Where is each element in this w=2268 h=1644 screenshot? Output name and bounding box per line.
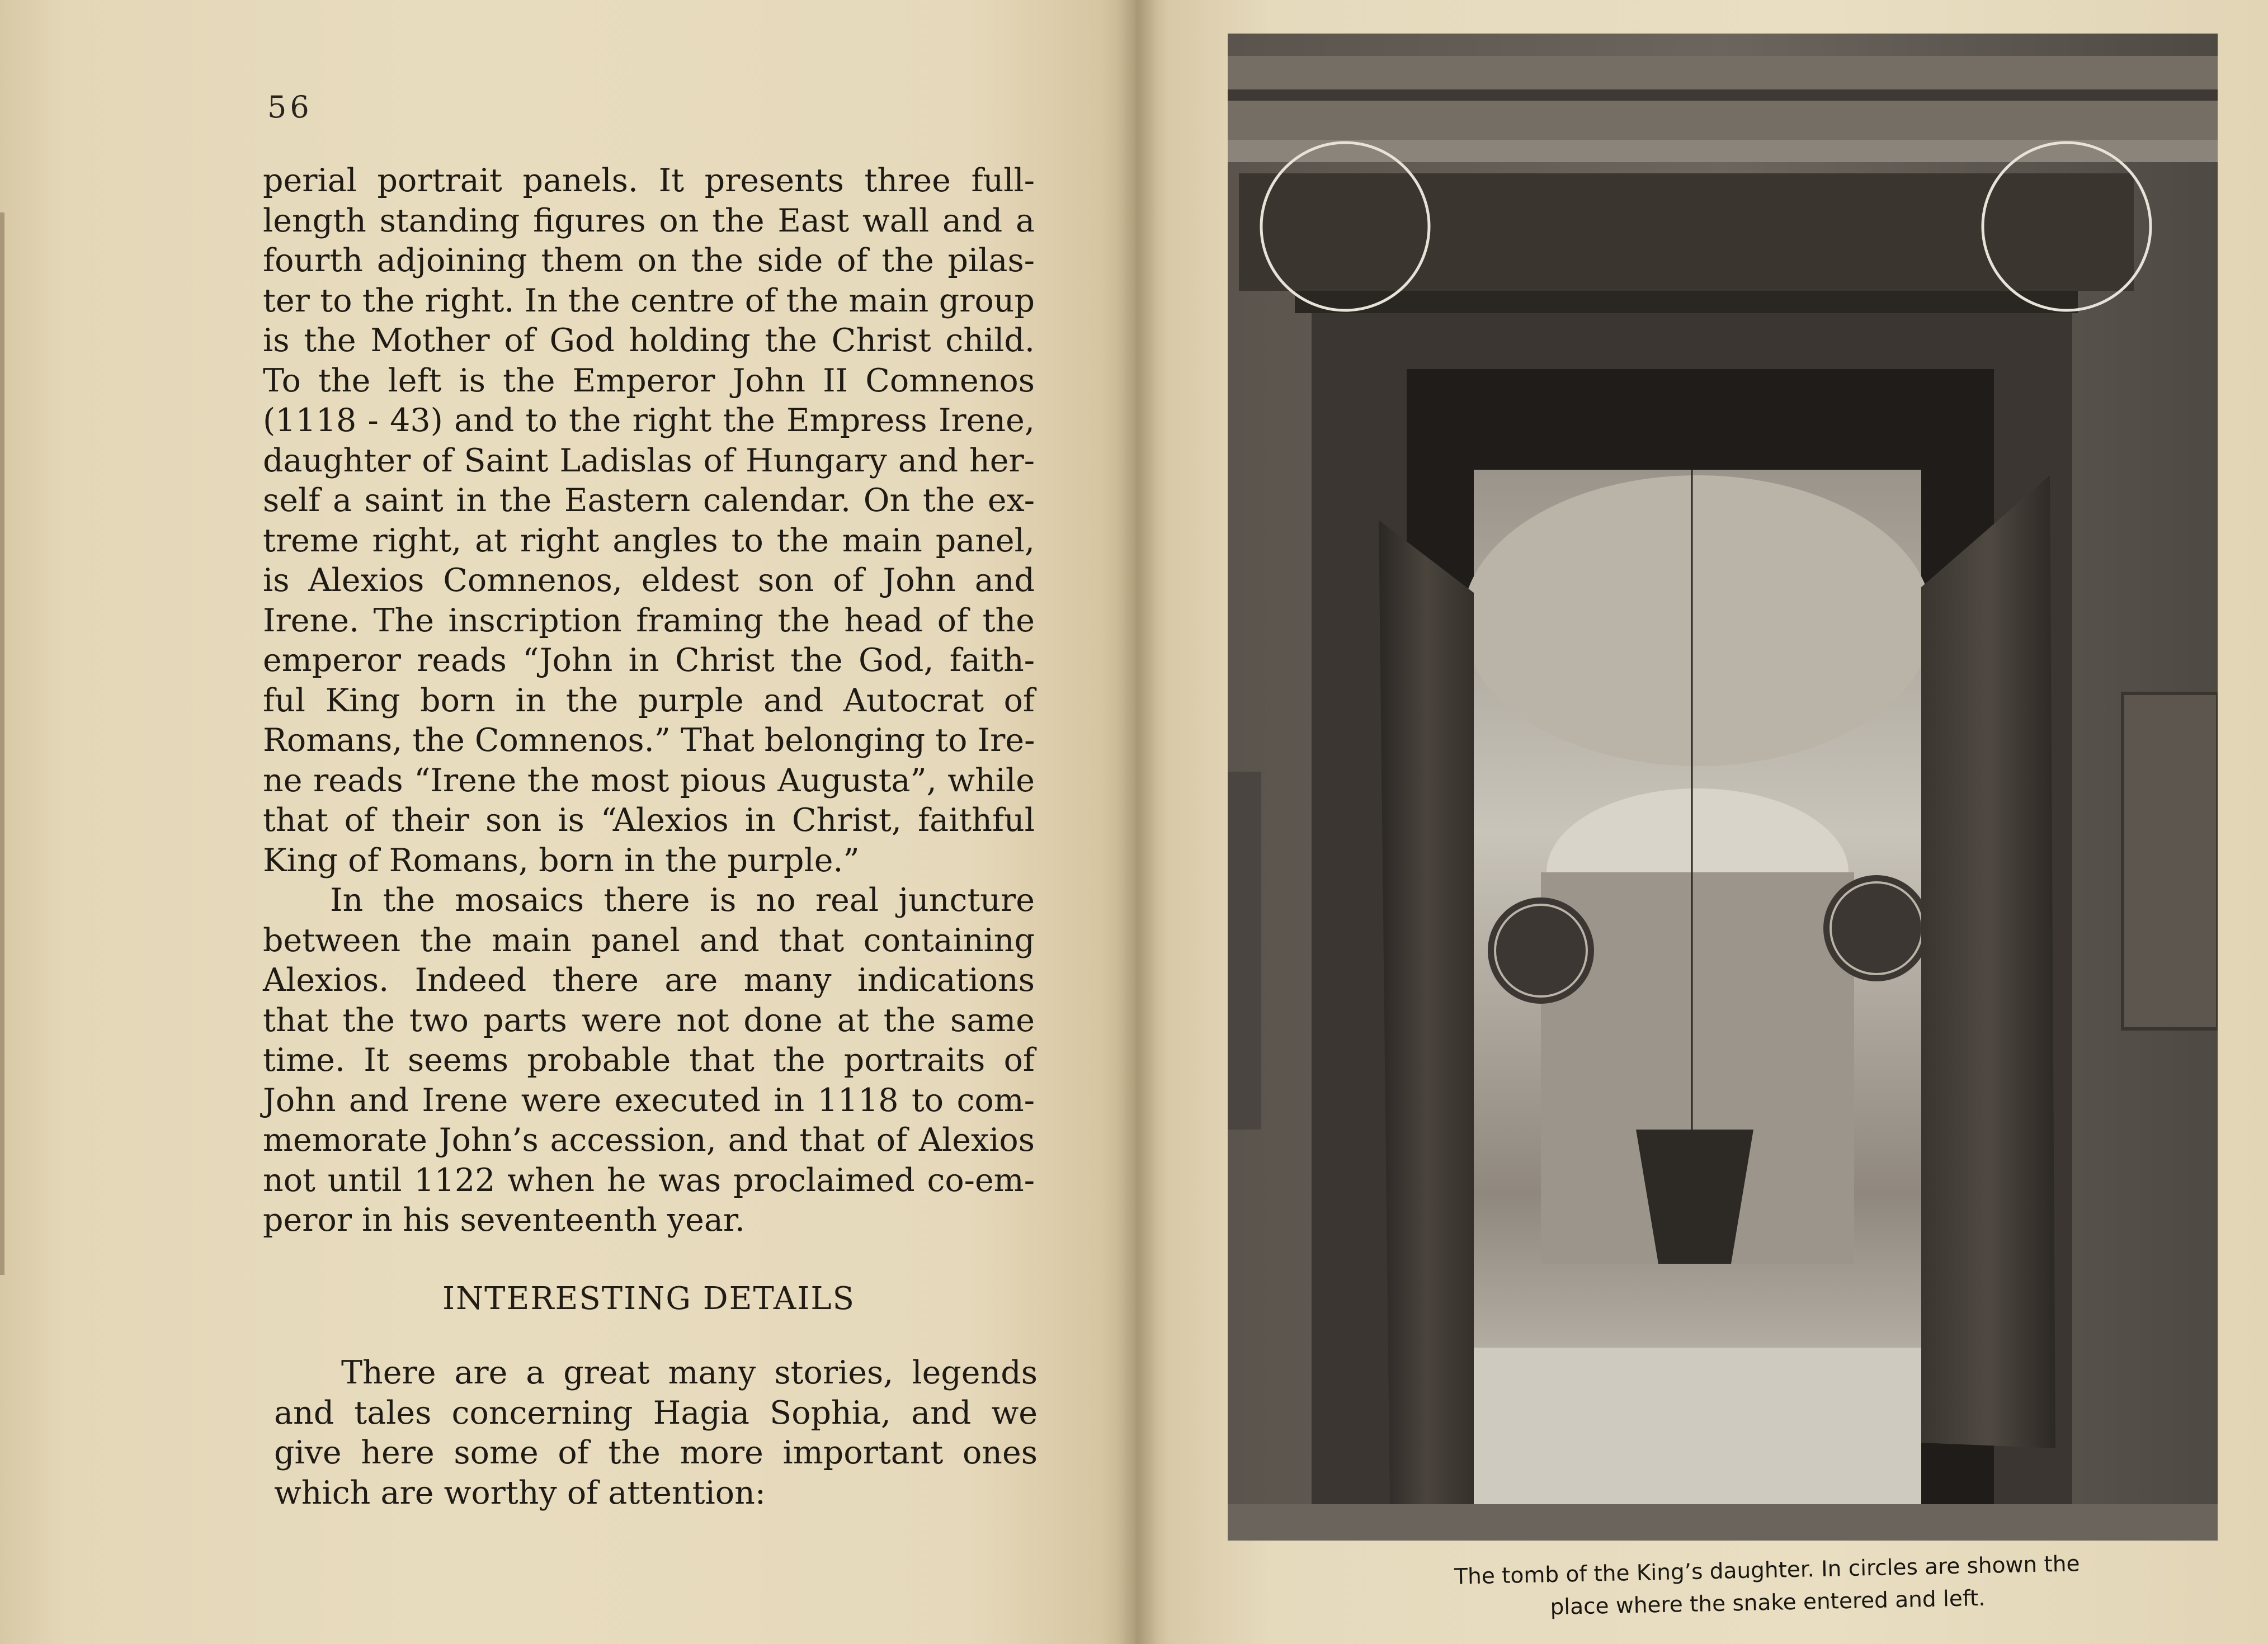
- main-paragraph: [263, 161, 1035, 1241]
- text-line: self a saint in the Eastern calendar. On the ex-: [263, 482, 1035, 519]
- text-line: which are worthy of attention:: [274, 1474, 766, 1511]
- text-line: treme right, at right angles to the main panel,: [263, 522, 1035, 559]
- text-line: emperor reads “John in Christ the God, faith-: [263, 642, 1035, 679]
- text-line: John and Irene were executed in 1118 to com-: [263, 1081, 1035, 1119]
- text-line: King of Romans, born in the purple.”: [263, 842, 860, 879]
- text-line: There are a great many stories, legends: [341, 1354, 1038, 1391]
- text-line: peror in his seventeenth year.: [263, 1202, 745, 1239]
- text-line: that of their son is “Alexios in Christ, faithful: [263, 802, 1035, 839]
- text-line: Romans, the Comnenos.” That belonging to Ire-: [263, 722, 1035, 759]
- text-line: To the left is the Emperor John II Comnenos: [263, 362, 1035, 399]
- text-line: is the Mother of God holding the Christ child.: [263, 322, 1035, 359]
- text-line: perial portrait panels. It presents three full-: [263, 162, 1035, 199]
- text-line: time. It seems probable that the portraits of: [263, 1042, 1035, 1079]
- closing-paragraph: [274, 1353, 1038, 1513]
- text-line: ter to the right. In the centre of the main group: [263, 282, 1035, 319]
- text-line: between the main panel and that containing: [263, 922, 1035, 959]
- section-heading: INTERESTING DETAILS: [442, 1281, 855, 1317]
- page-edge: [0, 212, 4, 1275]
- text-line: and tales concerning Hagia Sophia, and we: [274, 1394, 1038, 1432]
- book-gutter: [1119, 0, 1158, 1644]
- photo-illustration: [1228, 34, 2218, 1541]
- door-photo: [1228, 34, 2218, 1541]
- page-number: 56: [267, 89, 313, 125]
- text-line: ne reads “Irene the most pious Augusta”, while: [263, 762, 1035, 799]
- text-line: fourth adjoining them on the side of the pilas-: [263, 242, 1035, 279]
- text-line: not until 1122 when he was proclaimed co-em-: [263, 1161, 1035, 1199]
- caption-line: place where the snake entered and left.: [1550, 1585, 1986, 1621]
- text-line: daughter of Saint Ladislas of Hungary and her-: [263, 442, 1035, 479]
- text-line: ful King born in the purple and Autocrat of: [263, 682, 1035, 719]
- text-line: Irene. The inscription framing the head of the: [263, 602, 1035, 639]
- text-line: (1118 - 43) and to the right the Empress Irene,: [263, 402, 1035, 439]
- text-line: length standing figures on the East wall and a: [263, 202, 1035, 239]
- text-line: give here some of the more important ones: [274, 1434, 1038, 1471]
- text-line: memorate John’s accession, and that of Alexios: [263, 1122, 1035, 1159]
- text-line: that the two parts were not done at the same: [263, 1001, 1035, 1039]
- text-line: Alexios. Indeed there are many indications: [263, 962, 1035, 999]
- text-line: is Alexios Comnenos, eldest son of John and: [263, 562, 1035, 599]
- text-line: In the mosaics there is no real juncture: [330, 882, 1035, 919]
- caption-line: The tomb of the King’s daughter. In circles are shown the: [1454, 1551, 2080, 1590]
